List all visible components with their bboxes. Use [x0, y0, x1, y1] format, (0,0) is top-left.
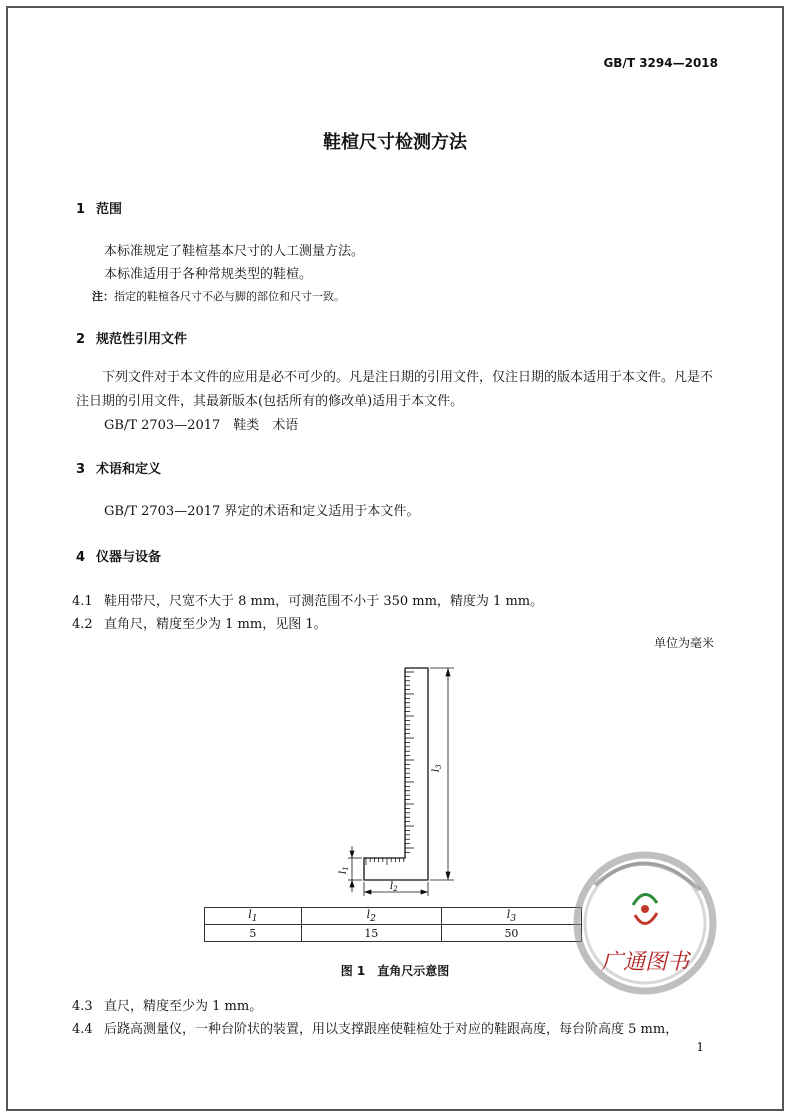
l3-dimension	[430, 668, 454, 880]
clause-4-3	[72, 995, 262, 1014]
section-title: 范围	[96, 202, 123, 217]
table-cell: 50	[441, 925, 581, 942]
clause-number: 4.4	[72, 1022, 93, 1037]
unit-note: 单位为毫米	[653, 636, 714, 650]
table-header-cell: $l_3$	[441, 908, 581, 925]
section-1-paragraph-2: 本标准适用于各种常规类型的鞋楦。	[104, 267, 313, 282]
table-header-row	[205, 908, 582, 925]
publisher-stamp-watermark	[565, 845, 725, 1005]
clause-4-1	[72, 590, 543, 609]
clause-number: 4.3	[72, 999, 93, 1014]
note-label: 注：	[92, 290, 114, 303]
section-title: 规范性引用文件	[96, 332, 188, 347]
ruler-outline	[364, 668, 428, 880]
section-number: 4	[76, 550, 86, 565]
standard-code: GB/T 3294—2018	[603, 56, 718, 70]
figure-caption: 图 1 直角尺示意图	[340, 964, 450, 978]
section-number: 3	[76, 462, 86, 477]
section-title: 仪器与设备	[96, 550, 162, 565]
section-number: 1	[76, 202, 86, 217]
section-2-body: 下列文件对于本文件的应用是必不可少的。凡是注日期的引用文件，仅注日期的版本适用于本文件。凡是不注日期的引用文件，其最新版本(包括所有的修改单)适用于本文件。	[76, 370, 714, 409]
table-cell: 15	[301, 925, 441, 942]
l1-dimension	[348, 846, 362, 892]
document-title: 鞋楦尺寸检测方法	[323, 132, 467, 153]
stamp-logo-icon	[633, 894, 657, 923]
vertical-scale-ticks	[405, 672, 414, 852]
section-3-heading	[76, 458, 161, 477]
stamp-text: 广通图书	[600, 950, 690, 975]
section-2-heading	[76, 328, 187, 347]
table-row	[205, 925, 582, 942]
section-title: 术语和定义	[96, 462, 162, 477]
clause-4-2	[72, 613, 327, 632]
table-header-cell: $l_1$	[205, 908, 302, 925]
clause-number: 4.1	[72, 594, 93, 609]
right-angle-ruler-figure	[330, 660, 470, 900]
clause-4-4	[72, 1018, 678, 1037]
section-number: 2	[76, 332, 86, 347]
horizontal-scale-ticks	[366, 858, 404, 865]
dimension-table	[204, 907, 582, 942]
section-4-heading	[76, 546, 161, 565]
clause-text: 鞋用带尺，尺宽不大于 8 mm，可测范围不小于 350 mm，精度为 1 mm。	[104, 594, 544, 609]
l1-label: $l_1$	[338, 866, 350, 874]
table-cell: 5	[205, 925, 302, 942]
clause-text: 直角尺，精度至少为 1 mm，见图 1。	[104, 617, 327, 632]
page-number: 1	[696, 1040, 704, 1054]
section-1-paragraph-1: 本标准规定了鞋楦基本尺寸的人工测量方法。	[104, 244, 365, 259]
normative-reference: GB/T 2703—2017 鞋类 术语	[104, 418, 299, 433]
l2-label: $l_2$	[390, 881, 398, 893]
clause-text: 后跷高测量仪，一种台阶状的装置，用以支撑跟座使鞋楦处于对应的鞋跟高度，每台阶高度 5 mm，	[104, 1022, 679, 1037]
table-header-cell: $l_2$	[301, 908, 441, 925]
clause-number: 4.2	[72, 617, 93, 632]
section-1-heading	[76, 198, 122, 217]
section-1-note	[92, 288, 345, 304]
clause-text: 直尺，精度至少为 1 mm。	[104, 999, 263, 1014]
note-text: 指定的鞋楦各尺寸不必与脚的部位和尺寸一致。	[114, 290, 345, 303]
section-3-body: GB/T 2703—2017 界定的术语和定义适用于本文件。	[104, 504, 420, 519]
l3-label: $l_3$	[431, 764, 443, 772]
